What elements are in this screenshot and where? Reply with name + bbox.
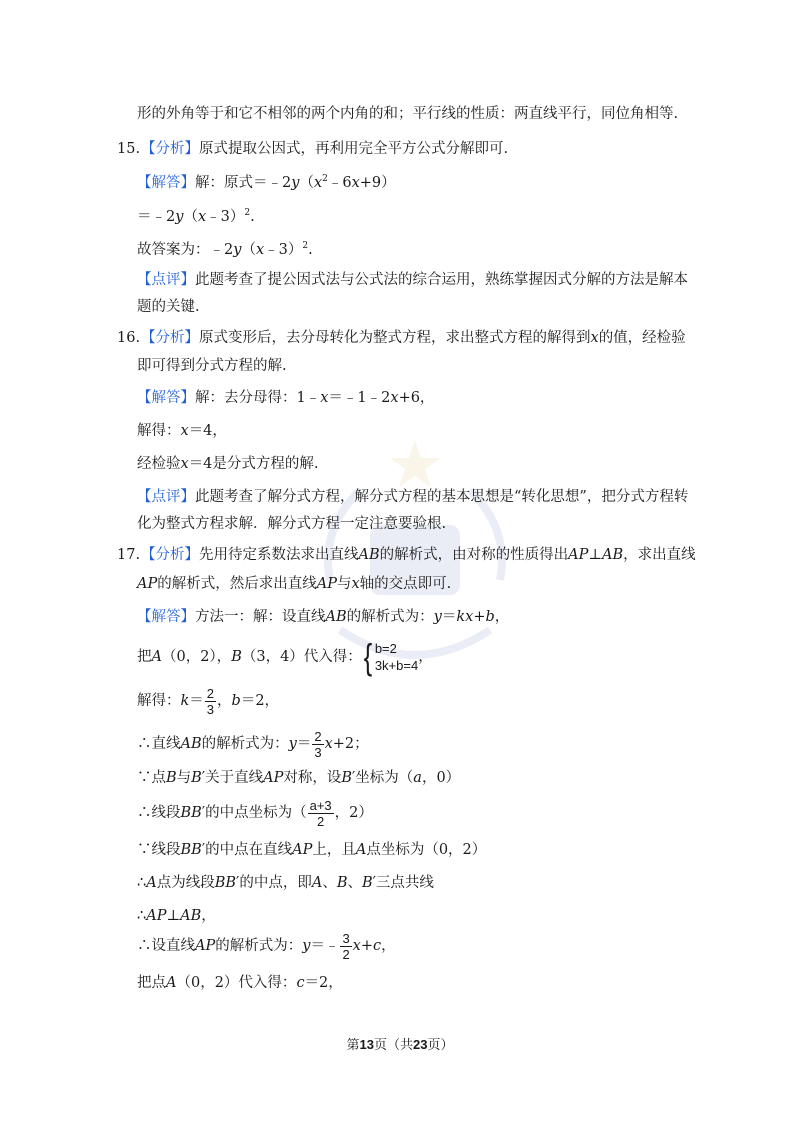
var-c: c [296, 975, 305, 991]
q17-method-line [137, 607, 509, 627]
q16-check: 经检验 [137, 456, 181, 472]
perp-symbol: ⊥ [166, 908, 181, 924]
q16-solve: 解得： [137, 423, 181, 439]
comment-tag: 【点评】 [137, 272, 195, 288]
var-y: y [288, 736, 297, 752]
q17-line4-b: ′的中点在直线 [201, 842, 293, 858]
q17-line7-a: ∴设直线 [137, 938, 195, 954]
paren: （ [183, 209, 198, 225]
q17-method-b: 的解析式为： [346, 609, 434, 625]
fraction [312, 729, 323, 760]
equation-system [362, 636, 419, 677]
q17-analysis-2b: 与 [336, 576, 352, 592]
q15-inner: ﹣6 [327, 175, 352, 191]
q17-analysis-b: 的解析式，由对称的性质得出 [379, 547, 569, 563]
eq-sign: ＝ [189, 693, 204, 709]
q17-line2-a: ∵点 [137, 770, 166, 786]
var-y: y [175, 209, 184, 225]
paren: （ [241, 242, 256, 258]
q17-line7 [137, 929, 396, 963]
var-x: x [180, 456, 189, 472]
var-x: x [351, 576, 360, 592]
page-number: 13 [359, 1037, 374, 1052]
q15-step2-line [137, 207, 255, 227]
var-k: k [180, 693, 190, 709]
comma: ， [201, 908, 216, 924]
q15-answer-text: 解：原式＝﹣2 [195, 175, 292, 191]
q16-analysis: 原式变形后，去分母转化为整式方程，求出整式方程的解得到 [199, 330, 591, 346]
q17-solve-line [137, 684, 279, 718]
var-y: y [233, 242, 242, 258]
q17-line5-c: ′的中点，即 [236, 875, 312, 891]
q17-line5-e: ′三点共线 [372, 875, 434, 891]
var-ab: AB [180, 908, 202, 924]
q17-line8-c: ＝2， [304, 975, 343, 991]
var-x: x [313, 175, 323, 191]
q15-comment: 此题考查了提公因式法与公式法的综合运用，熟练掌握因式分解的方法是解本 [195, 272, 688, 288]
q15-answer-line [137, 173, 396, 193]
var-a-point: A [311, 875, 323, 891]
q15-step2-tail: ﹣3） [206, 209, 245, 225]
footer-post: 页） [427, 1038, 454, 1053]
q17-line2 [137, 768, 460, 788]
q17-line3 [137, 796, 373, 830]
var-ap: AP [146, 908, 167, 924]
q16-comment-line [137, 487, 688, 507]
q17-line2-b: 与 [176, 770, 192, 786]
q16-comment-line2: 化为整式方程求解．解分式方程一定注意要验根. [137, 516, 447, 532]
q17-line2-f: ，0） [421, 770, 461, 786]
eq-sign: ＝ [441, 609, 457, 625]
var-x: x [320, 390, 329, 406]
q17-line8-b: （0，2）代入得： [176, 975, 297, 991]
q17-line5-b: 点为线段 [156, 875, 215, 891]
var-x: x [390, 390, 399, 406]
q17-method: 方法一：解：设直线 [195, 609, 326, 625]
plus: + [360, 938, 374, 954]
page-footer [0, 1034, 800, 1053]
exponent: 2 [244, 208, 251, 218]
fraction [340, 931, 351, 962]
answer-tag: 【解答】 [137, 609, 195, 625]
var-b-point: B [341, 770, 352, 786]
q17-analysis-c: ，求出直线 [623, 547, 696, 563]
var-x: x [590, 330, 599, 346]
q15-analysis: 原式提取公因式，再利用完全平方公式分解即可. [199, 141, 509, 157]
var-c: c [373, 938, 382, 954]
var-ap: AP [263, 770, 284, 786]
denominator: 2 [342, 946, 350, 962]
var-x: x [465, 609, 474, 625]
var-b-point: B [361, 875, 373, 891]
var-y: y [302, 938, 311, 954]
q17-sub-a: 把 [137, 649, 152, 665]
q16-solve-b: ＝4， [188, 423, 227, 439]
q17-line2-c: ′关于直线 [201, 770, 264, 786]
exponent: 2 [302, 241, 309, 251]
footer-pre: 第 [346, 1038, 360, 1053]
q15-analysis-line [117, 139, 508, 159]
q17-substitute-line [137, 637, 433, 677]
var-a-point: A [355, 842, 367, 858]
var-a-point: A [151, 649, 162, 665]
q16-analysis-line [117, 328, 686, 348]
denominator: 2 [317, 813, 325, 829]
period: . [250, 209, 255, 225]
denominator: 3 [314, 744, 322, 760]
brace-icon: { [363, 636, 373, 677]
q15-paren: （ [299, 175, 314, 191]
var-bb: BB [214, 875, 237, 891]
period: . [308, 242, 313, 258]
q17-line1-d: +2； [332, 736, 369, 752]
var-ap: AP [292, 842, 313, 858]
q16-answer: 解：去分母得：1﹣ [195, 390, 321, 406]
q16-answer-line [137, 388, 434, 408]
var-ab: AB [358, 547, 380, 563]
question-number: 16. [117, 330, 141, 346]
q17-line3-a: ∴线段 [137, 805, 181, 821]
analysis-tag: 【分析】 [141, 141, 199, 157]
var-ab: AB [325, 609, 347, 625]
q15-fill-line [137, 240, 313, 260]
q17-analysis-2c: 轴的交点即可. [359, 576, 452, 592]
q15-comment-line [137, 270, 688, 290]
analysis-tag: 【分析】 [141, 330, 199, 346]
var-b: b [485, 609, 495, 625]
answer-tag: 【解答】 [137, 390, 195, 406]
var-y: y [291, 175, 300, 191]
var-x: x [180, 423, 189, 439]
q17-solve: 解得： [137, 693, 181, 709]
q15-step2: ＝﹣2 [137, 209, 176, 225]
q16-analysis-line2: 即可得到分式方程的解. [137, 358, 287, 374]
denominator: 3 [206, 701, 215, 717]
intro-line: 形的外角等于和它不相邻的两个内角的和；平行线的性质：两直线平行，同位角相等. [137, 106, 679, 122]
var-a: a [413, 770, 422, 786]
comma: ， [418, 649, 433, 665]
answer-tag: 【解答】 [137, 175, 195, 191]
q16-check-b: ＝4是分式方程的解. [188, 456, 319, 472]
q17-analysis-line2 [137, 574, 451, 594]
q16-check-line [137, 454, 319, 474]
separator: 、 [347, 875, 362, 891]
q16-answer-c: +6， [398, 390, 435, 406]
q17-line1-b: 的解析式为： [201, 736, 289, 752]
comment-tag: 【点评】 [137, 489, 195, 505]
plus: + [473, 609, 486, 625]
var-y: y [433, 609, 442, 625]
q17-line4-c: 上，且 [312, 842, 356, 858]
q16-answer-b: ＝﹣1﹣2 [328, 390, 391, 406]
exponent: 2 [322, 174, 328, 184]
fraction [308, 798, 334, 829]
question-number: 15. [117, 141, 141, 157]
eq-minus: ＝﹣ [310, 938, 340, 954]
q17-line6 [137, 906, 216, 926]
var-bb: BB [180, 842, 202, 858]
q17-line1 [137, 727, 369, 761]
analysis-tag: 【分析】 [141, 547, 199, 563]
numerator: a+3 [309, 797, 332, 813]
q17-line4-a: ∵线段 [137, 842, 181, 858]
system-eq2: 3k+b=4 [374, 658, 419, 673]
comma: ， [494, 609, 510, 625]
q17-analysis-line [117, 545, 696, 565]
q16-solve-line [137, 421, 227, 441]
eq-sign: ＝ [296, 736, 312, 752]
numerator: 2 [314, 728, 322, 744]
var-x: x [351, 175, 360, 191]
var-ap-perp-ab: AP⊥AB [568, 547, 624, 563]
numerator: 2 [206, 685, 215, 701]
page-total: 23 [413, 1037, 428, 1052]
q17-line5-a: ∴ [137, 875, 147, 891]
q17-line7-b: 的解析式为： [215, 938, 303, 954]
numerator: 3 [342, 930, 350, 946]
var-b-point: B [336, 875, 348, 891]
var-x: x [197, 209, 207, 225]
q15-comment-line2: 题的关键. [137, 299, 200, 315]
comma: ， [217, 693, 232, 709]
var-a-point: A [146, 875, 157, 891]
q17-line3-c: ，2） [334, 805, 373, 821]
q17-line8 [137, 973, 343, 993]
var-ap: AP [195, 938, 216, 954]
q17-line4 [137, 840, 486, 860]
q15-fill: 故答案为：﹣2 [137, 242, 234, 258]
q17-analysis-a: 先用待定系数法求出直线 [199, 547, 359, 563]
q16-comment: 此题考查了解分式方程，解分式方程的基本思想是“转化思想”，把分式方程转 [195, 489, 689, 505]
var-bb: BB [180, 805, 202, 821]
var-a-point: A [166, 975, 177, 991]
var-ap: AP [316, 576, 337, 592]
q17-sub-b: （0，2）， [161, 649, 232, 665]
q17-line4-d: 点坐标为（0，2） [366, 842, 487, 858]
var-b-point: B [191, 770, 202, 786]
footer-mid: 页（共 [373, 1038, 413, 1053]
q17-line2-e: ′坐标为（ [352, 770, 414, 786]
q16-analysis-b: 的值，经检验 [598, 330, 686, 346]
comma: ， [381, 938, 396, 954]
var-x: x [255, 242, 265, 258]
var-ab: AB [180, 736, 202, 752]
var-x: x [352, 938, 361, 954]
var-k: k [456, 609, 466, 625]
system-eq1: b=2 [374, 641, 397, 656]
var-ap: AP [137, 576, 158, 592]
q17-line3-b: ′的中点坐标为（ [201, 805, 307, 821]
q17-solve-d: ＝2， [240, 693, 280, 709]
separator: 、 [322, 875, 337, 891]
q17-analysis-2a: 的解析式，然后求出直线 [157, 576, 317, 592]
var-b-point: B [166, 770, 177, 786]
var-b: b [231, 693, 241, 709]
question-number: 17. [117, 547, 141, 563]
var-b-point: B [231, 649, 242, 665]
q17-line8-a: 把点 [137, 975, 166, 991]
q15-tail: +9） [359, 175, 396, 191]
q17-sub-c: （3，4）代入得： [241, 649, 362, 665]
q15-fill-tail: ﹣3） [264, 242, 303, 258]
q17-line5 [137, 873, 434, 893]
var-x: x [324, 736, 333, 752]
q17-line2-d: 对称，设 [283, 770, 342, 786]
q17-line1-a: ∴直线 [137, 736, 181, 752]
fraction [205, 686, 216, 717]
therefore: ∴ [137, 908, 147, 924]
